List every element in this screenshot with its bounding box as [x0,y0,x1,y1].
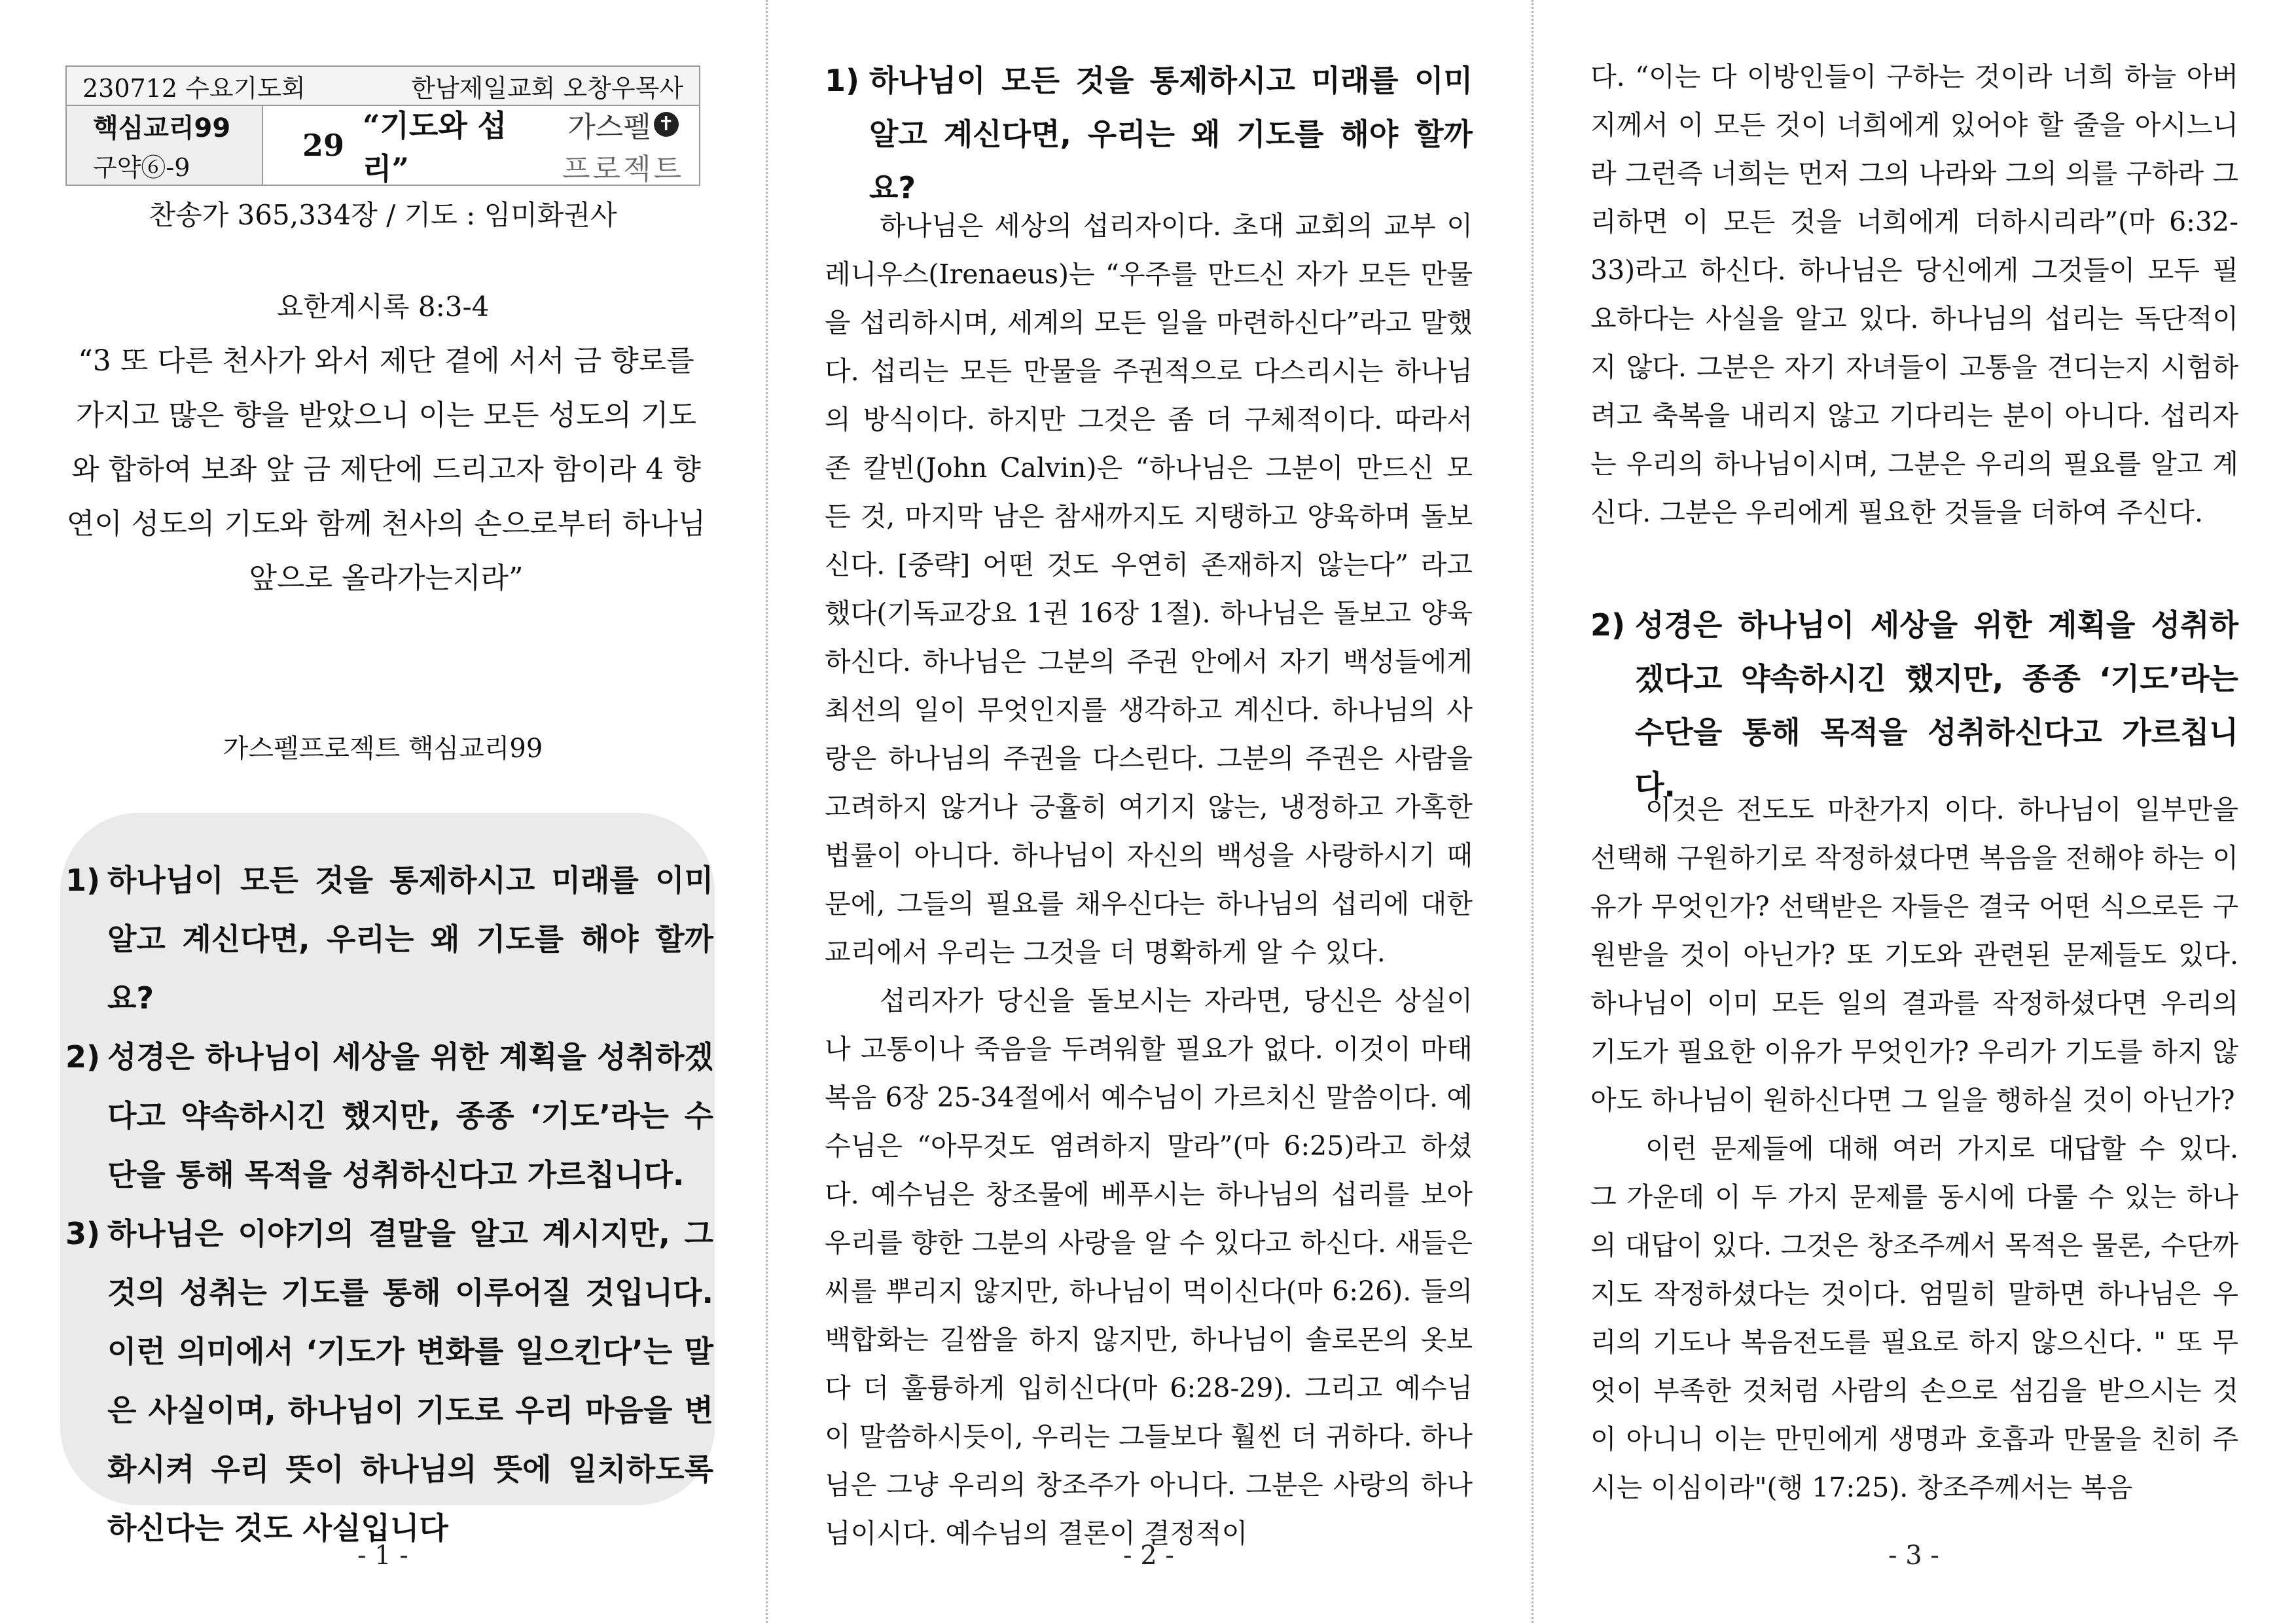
bulletin-header [65,65,700,186]
lesson-number: 29 [302,128,345,163]
section-heading-2 [1590,598,2238,813]
question-number: 1) [65,863,101,898]
series-cell [67,106,263,185]
curriculum-subtitle: 가스펠프로젝트 핵심교리99 [223,734,543,764]
heading-number: 2) [1590,607,1626,643]
paragraph: 이런 문제들에 대해 여러 가지로 대답할 수 있다. 그 가운데 이 두 가지 문제를 동시에 다룰 수 있는 하나의 대답이 있다. 그것은 창조주께서 목적은 물론, 수단까지도 작정하셨다는 것이다. 엄밀히 말하면 하나님은 우리의 기도나 복음전도를 필요로 하지 않으신다. " 또 무엇이 부족한 것처럼 사람의 손으로 섬김을 받으시는 것이 아니니 이는 만민에게 생명과 호흡과 만물을 친히 주시는 이심이라"(행 17:25). 창조주께서는 복음 [1590,1133,2238,1503]
page-number: - 3 - [1888,1541,1939,1571]
body-text [1590,785,2238,1512]
question-text: 하나님은 이야기의 결말을 알고 계시지만, 그것의 성취는 기도를 통해 이루어질 것입니다. 이런 의미에서 ‘기도가 변화를 일으킨다’는 말은 사실이며, 하나님이 기도로 우리 마음을 변화시켜 우리 뜻이 하나님의 뜻에 일치하도록 하신다는 것도 사실입니다 [107,1216,713,1546]
page-1 [0,0,766,1623]
question-number: 2) [65,1039,101,1075]
questions-list [65,851,713,1558]
page-number: - 1 - [357,1541,408,1571]
heading-text: 성경은 하나님이 세상을 위한 계획을 성취하겠다고 약속하시긴 했지만, 종종 ‘기도’라는 수단을 통해 목적을 성취하신다고 가르칩니다. [1635,607,2238,804]
scripture-text: “3 또 다른 천사가 와서 제단 곁에 서서 금 향로를 가지고 많은 향을 받았으니 이는 모든 성도의 기도와 합하여 보좌 앞 금 제단에 드리고자 함이라 4 향연이 성도의 기도와 함께 천사의 손으로부터 하나님 앞으로 올라가는지라” [66,344,706,595]
scripture-reference: 요한계시록 8:3-4 [276,291,490,323]
service-date: 230712 수요기도회 [82,73,306,103]
heading-number: 1) [825,63,860,98]
heading-text: 하나님이 모든 것을 통제하시고 미래를 이미 알고 계신다면, 우리는 왜 기도를 해야 할까요? [869,63,1473,205]
paragraph: 하나님은 세상의 섭리자이다. 초대 교회의 교부 이레니우스(Irenaeus)는 “우주를 만드신 자가 모든 만물을 섭리하시며, 세계의 모든 일을 마련하신다”라고 말했다. 섭리는 모든 만물을 주권적으로 다스리시는 하나님의 방식이다. 하지만 그것은 좀 더 구체적이다. 따라서 존 칼빈(John Calvin)은 “하나님은 그분이 만드신 모든 것, 마지막 남은 참새까지도 지탱하고 양육하며 돌보신다. [중략] 어떤 것도 우연히 존재하지 않는다” 라고 했다(기독교강요 1권 16장 1절). 하나님은 돌보고 양육하신다. 하나님은 그분의 주권 안에서 자기 백성들에게 최선의 일이 무엇인지를 생각하고 계신다. 하나님의 사랑은 하나님의 주권을 다스린다. 그분의 주권은 사람을 고려하지 않거나 긍휼히 여기지 않는, 냉정하고 가혹한 법률이 아니다. 하나님이 자신의 백성을 사랑하시기 때문에, 그들의 필요를 채우신다는 하나님의 섭리에 대한 교리에서 우리는 그것을 더 명확하게 알 수 있다. [825,210,1473,968]
header-top-row [67,67,699,106]
page-3 [1532,0,2296,1623]
page-number: - 2 - [1123,1541,1174,1571]
paragraph: 다. “이는 다 이방인들이 구하는 것이라 너희 하늘 아버지께서 이 모든 것이 너희에게 있어야 할 줄을 아시느니라 그런즉 너희는 먼저 그의 나라와 그의 의를 구하라 그리하면 이 모든 것을 너희에게 더하시리라”(마 6:32-33)라고 하신다. 하나님은 당신에게 그것들이 모두 필요하다는 사실을 알고 있다. 하나님의 섭리는 독단적이지 않다. 그분은 자기 자녀들이 고통을 견디는지 시험하려고 축복을 내리지 않고 기다리는 분이 아니다. 섭리자는 우리의 하나님이시며, 그분은 우리의 필요를 알고 계신다. 그분은 우리에게 필요한 것들을 더하여 주신다. [1590,61,2238,528]
hymn-prayer-line: 찬송가 365,334장 / 기도 : 임미화권사 [149,199,617,231]
church-pastor: 한남제일교회 오창우목사 [411,73,683,103]
question-number: 3) [65,1216,101,1251]
gospel-project-logo [545,106,702,185]
paragraph: 섭리자가 당신을 돌보시는 자라면, 당신은 상실이나 고통이나 죽음을 두려워할 필요가 없다. 이것이 마태복음 6장 25-34절에서 예수님이 가르치신 말씀이다. 예수님은 “아무것도 염려하지 말라”(마 6:25)라고 하셨다. 예수님은 창조물에 베푸시는 하나님의 섭리를 보아 우리를 향한 그분의 사랑을 알 수 있다고 하신다. 새들은 씨를 뿌리지 않지만, 하나님이 먹이신다(마 6:26). 들의 백합화는 길쌈을 하지 않지만, 하나님이 솔로몬의 옷보다 더 훌륭하게 입히신다(마 6:28-29). 그리고 예수님이 말씀하시듯이, 우리는 그들보다 훨씬 더 귀하다. 하나님은 그냥 우리의 창조주가 아니다. 그분은 사랑의 하나님이시다. 예수님의 결론이 결정적이 [825,985,1473,1549]
lesson-title: “기도와 섭리” [363,108,507,187]
question-item [65,1027,713,1204]
series-title: 핵심교리99 [93,113,231,143]
section-heading-1 [825,54,1473,215]
logo-line2: 프로젝트 [562,152,684,186]
paragraph: 이것은 전도도 마찬가지 이다. 하나님이 일부만을 선택해 구원하기로 작정하셨다면 복음을 전해야 하는 이유가 무엇인가? 선택받은 자들은 결국 어떤 식으로든 구원받을 것이 아닌가? 또 기도와 관련된 문제들도 있다. 하나님이 이미 모든 일의 결과를 작정하셨다면 우리의 기도가 필요한 이유가 무엇인가? 우리가 기도를 하지 않아도 하나님이 원하신다면 그 일을 행하실 것이 아닌가? [1590,794,2238,1116]
question-item [65,851,713,1027]
question-text: 하나님이 모든 것을 통제하시고 미래를 이미 알고 계신다면, 우리는 왜 기도를 해야 할까요? [107,863,713,1016]
series-sub: 구약⑥-9 [93,153,190,182]
body-text [825,202,1473,1558]
question-item [65,1204,713,1558]
page-2 [766,0,1532,1623]
logo-line1: 가스펠 [567,111,651,144]
lesson-cell [263,106,545,185]
body-text-continued [1590,52,2238,537]
cross-icon: ✝ [654,112,679,137]
question-text: 성경은 하나님이 세상을 위한 계획을 성취하겠다고 약속하시긴 했지만, 종종 ‘기도’라는 수단을 통해 목적을 성취하신다고 가르칩니다. [107,1039,713,1192]
